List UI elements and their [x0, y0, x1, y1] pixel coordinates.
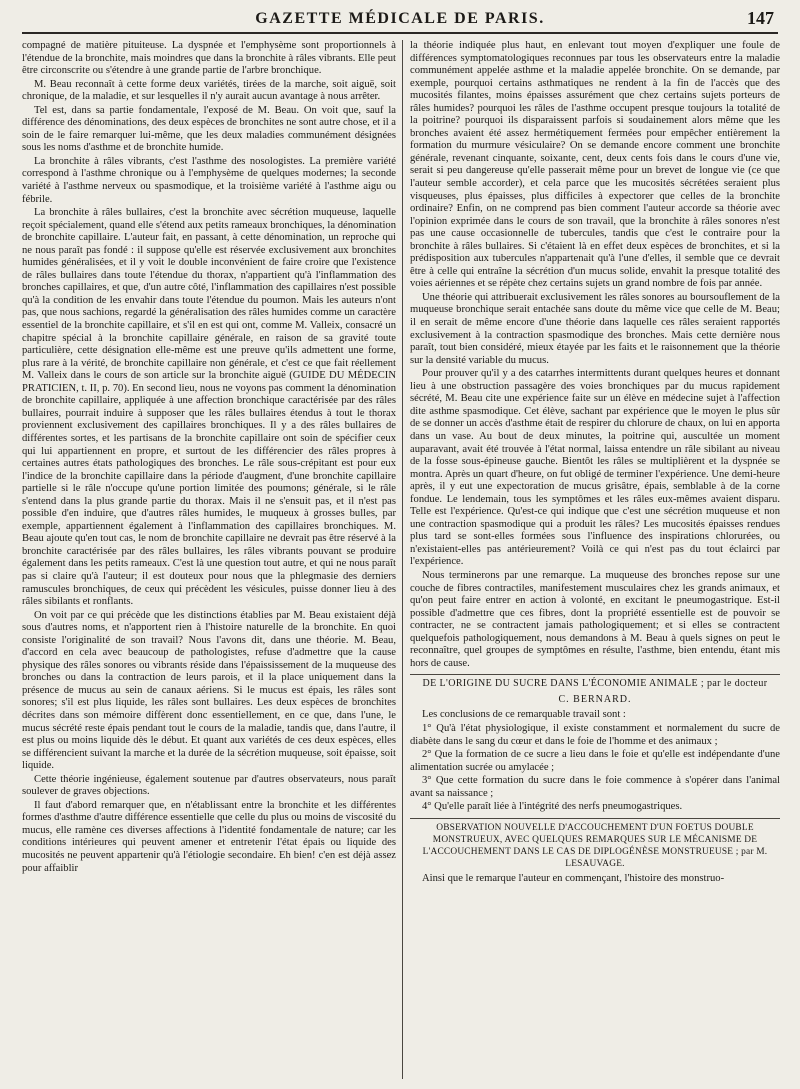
article-heading: DE L'ORIGINE DU SUCRE DANS L'ÉCONOMIE ANIMALE ; par le docteur	[410, 674, 780, 691]
right-column	[410, 40, 780, 1081]
paragraph: La bronchite à râles bullaires, c'est la bronchite avec sécrétion muqueuse, laquelle reçoit spécialement, quand elle s'étend aux petits rameaux bronchiques, la dénomination de bronchite capillaire. L'auteur fait, en passant, à cette dénomination, un reproche qui ne nous paraît pas fondé : il suppose qu'elle est réservée exclusivement aux bronchites humides généralisées, et il y voit le double inconvénient de faire croire que l'existence de râles bullaires dans toute l'étendue du thorax, n'appartient qu'à l'inflammation des bronches capillaires, et que, d'un autre côté, l'inflammation des capillaires n'est possible qu'à la condition de les envahir dans toute l'étendue du poumon. Mais les auteurs n'ont pas, que nous sachions, regardé la généralisation des râles humides comme un caractère essentiel de la bronchite capillaire, et s'il en est qui ont, comme M. Valleix, consacré un chapitre spécial à la bronchite capillaire générale, en raison de sa gravité toute particulière, cette désignation elle-même est une preuve qu'ils admettent une forme, plus rare à la vérité, de bronchite capillaire non générale, et c'est ce que fait réellement M. Valleix dans le cours de son article sur la bronchite aiguë (GUIDE DU MÉDECIN PRATICIEN, t. II, p. 70). En second lieu, nous ne voyons pas comment la dénomination de bronchite capillaire, appliquée à une affection bronchique caractérisée par des râles bullaires, pourrait induire à supposer que les râles bullaires étendus à tout le thorax proviennent exclusivement des capillaires bronchiques. Il y a des râles bullaires de différentes sortes, et les partisans de la bronchite capillaire ont soin de spécifier ceux qui lui appartiennent en propre, et surtout de les différencier des râles propres à certaines autres états pathologiques des bronches. Le râle sous-crépitant est pour eux l'indice de la bronchite capillaire dans la période d'augment, d'une bronchite capillaire partielle si le râle n'occupe qu'une portion limitée des poumons; générale, si le râle s'entend dans la plus grande partie du thorax. Mais il ne s'ensuit pas, et il n'est pas possible d'en induire, que d'autres râles humides, le muqueux à grosses bulles, par exemple, appartiennent également à l'inflammation des capillaires bronchiques. M. Beau ajoute qu'en tout cas, le nom de bronchite capillaire ne devrait pas être réservé à la bronchite caractérisée par des râles bullaires, les râles vibrants pouvant se produire également dans les petits rameaux. C'est là une question tout autre, et qui ne nous paraît pas si claire qu'à l'auteur; il est douteux pour nous que la phlegmasie des derniers ramuscules bronchiques, de ceux qui précèdent les vésicules, puisse donner lieu à des râles sibilants et ronflants.	[22, 207, 396, 608]
page-number: 147	[747, 8, 774, 28]
paragraph: Ainsi que le remarque l'auteur en commençant, l'histoire des monstruo-	[422, 872, 725, 884]
paragraph: Nous terminerons par une remarque. La muqueuse des bronches repose sur une couche de fibres contractiles, manifestement musculaires chez les grands animaux, et qu'on peut faire entrer en action à volonté, en excitant le pneumogastrique. Est-il possible d'admettre que ces fibres, dont la propriété essentielle est de pouvoir se contracter, ne se contractent jamais pathologiquement; et si elles se contractent quelquefois pathologiquement, nous demandons à M. Beau à quels signes on peut le reconnaître, quel groupes de symptômes en résulte, l'asthme, bien entendu, étant mis hors de cause.	[410, 569, 780, 669]
observation-heading: OBSERVATION NOUVELLE D'ACCOUCHEMENT D'UN FOETUS DOUBLE MONSTRUEUX, AVEC QUELQUES REMARQUES SUR LE MÉCANISME DE L'ACCOUCHEMENT DANS LE CAS DE DIPLOGÉNÈSE MONSTRUEUSE ; par M. LESAUVAGE.	[410, 818, 780, 870]
paragraph: Il faut d'abord remarquer que, en n'établissant entre la bronchite et les différentes formes d'asthme d'autre différence essentielle que celle du plus ou moins de viscosité du mucus, elle ramène ces diverses affections à l'identité fondamentale de nature; car les conditions intérieures qui peuvent amener et entretenir l'état épais ou liquide des mucosités ne peuvent appartenir qu'à l'étiologie secondaire. Eh bien! c'en est déjà assez pour affaiblir	[22, 799, 396, 874]
page-header	[22, 6, 778, 34]
conclusion-item: 1° Qu'à l'état physiologique, il existe constamment et normalement du sucre de diabète dans le sang du cœur et dans le foie de l'homme et des animaux ;	[410, 722, 780, 747]
conclusions-intro: Les conclusions de ce remarquable travail sont :	[422, 709, 626, 721]
column-divider	[402, 40, 403, 1079]
conclusion-item: 2° Que la formation de ce sucre a lieu dans le foie et qu'elle est indépendante d'une alimentation sucrée ou amylacée ;	[410, 749, 780, 773]
paragraph: compagné de matière pituiteuse. La dyspnée et l'emphysème sont proportionnels à l'étendue de la bronchite, mais moindres que dans la bronchite à râles vibrants. Elle peut être circonscrite ou s'étendre à une grande partie de l'arbre bronchique.	[22, 40, 396, 77]
conclusion-item: 4° Qu'elle paraît liée à l'intégrité des nerfs pneumogastriques.	[422, 801, 683, 813]
journal-title: GAZETTE MÉDICALE DE PARIS.	[255, 10, 545, 27]
left-column	[22, 40, 396, 1081]
paragraph: Pour prouver qu'il y a des catarrhes intermittents durant quelques heures et donnant lieu à une obstruction passagère des voies bronchiques par du mucus rapidement sécrété, M. Beau cite une expérience faite sur un élève en médecine sujet à l'affection dite asthme spasmodique. Cet élève, sachant par expérience que le moyen le plus sûr de se donner un accès d'asthme était de respirer du chlorure de chaux, on lui en apporta dans un vase. Au bout de deux minutes, la poitrine qui, auscultée un moment auparavant, avait été trouvée à l'état normal, laissa entendre un râle sibilant au niveau de la fosse sous-épineuse gauche. Bientôt les râles se multiplièrent et la dyspnée se montra. Après un quart d'heure, on fut obligé de terminer l'expérience. Une demi-heure après, il y eut une expectoration de mucus grisâtre, épais, semblable à de la corne fondue. Le lendemain, tous les symptômes et les râles eux-mêmes avaient disparu. Telle est l'expérience. Qu'est-ce qui indique que c'est une sécrétion muqueuse et non une contraction spasmodique qui a produit les râles? Les mucosités épaisses rendues plus tard se sont-elles formées sous l'influence des inspirations chlorurées, ou n'existaient-elles pas antérieurement? Voilà ce qui n'est pas du tout éclairci par l'expérience.	[410, 368, 780, 568]
paragraph: La bronchite à râles vibrants, c'est l'asthme des nosologistes. La première variété correspond à l'asthme chronique ou à l'emphysème de quelques modernes; la seconde variété à l'asthme nerveux ou spasmodique, et la troisième variété à l'asthme aigu ou fébrile.	[22, 155, 396, 205]
paragraph: la théorie indiquée plus haut, en enlevant tout moyen d'expliquer une foule de différences symptomatologiques reconnues par tous les observateurs entre la maladie communément appelée asthme et la maladie appelée bronchite. On se demande, par exemple, pourquoi certains asthmatiques ne rendent à la fin de l'accès que des mucosités filantes, moins épaisses assurément que chez certains sujets porteurs de râles humides? pourquoi les râles de l'asthme occupent presque toujours la totalité de la poitrine? pourquoi ils disparaissent parfois si soudainement alors même que les bronches avaient été assez hermétiquement fermées pour empêcher entièrement la formation du murmure vésiculaire? On se demande encore comment une bronchite générale, revenant cinquante, soixante, cent, deux cents fois dans le cours d'une vie, serait si peu dangereuse qu'elle passerait même pour un brevet de longue vie (ce que l'auteur semble accorder), et cela parce que les mucosités sécrétées seraient plus visqueuses, plus épaisses, plus difficiles à expectorer que celles de la bronchite ordinaire? Enfin, on ne comprend pas bien comment l'auteur accorde sa théorie avec l'opinion exprimée dans le cours de son travail, que la bronchite à râles sonores n'est pas une cause occasionnelle de tubercules, tandis que c'est le contraire pour la bronchite à râles bullaires. Si c'étaient là en effet deux espèces de bronchites, et si la prédisposition aux tubercules n'appartenait qu'à l'une d'elles, il semble que ce devrait être à celle qui entraîne la sécrétion d'un mucus solide, envahit la presque totalité des voies aériennes et se répète chez certains sujets un grand nombre de fois par année.	[410, 40, 780, 290]
conclusion-item: 3° Que cette formation du sucre dans le foie commence à s'opérer dans l'animal avant sa naissance ;	[410, 775, 780, 799]
paragraph: Tel est, dans sa partie fondamentale, l'exposé de M. Beau. On voit que, sauf la différence des dénominations, des deux espèces de bronchites ne sont autre chose, et il a soin de le faire remarquer lui-même, que les deux maladies communément désignées sous les noms d'asthme et de bronchite humide.	[22, 104, 396, 154]
paragraph: Une théorie qui attribuerait exclusivement les râles sonores au boursouflement de la muqueuse bronchique serait entachée sans doute du même vice que celle de M. Beau; il en serait de même encore d'une théorie dans laquelle ces râles seraient rapportés exclusivement à la contraction spasmodique des bronches. Mais cette dernière nous paraît, tout bien considéré, mieux étayée par les faits et le raisonnement que la théorie sur la densité variable du mucus.	[410, 291, 780, 366]
paragraph: M. Beau reconnaît à cette forme deux variétés, tirées de la marche, soit aiguë, soit chronique, de la maladie, et sur lesquelles il n'y aurait aucun avantage à nous arrêter.	[22, 78, 396, 103]
paragraph: On voit par ce qui précède que les distinctions établies par M. Beau existaient déjà sous d'autres noms, et n'apportent rien à l'histoire naturelle de la bronchite. En quoi consiste l'originalité de son travail? Nous l'avons dit, dans une théorie. M. Beau, d'accord en cela avec beaucoup de pathologistes, refuse d'admettre que la cause physique des râles sonores ou vibrants réside dans l'épaississement de la muqueuse des bronches ou dans la contraction de leurs parois, et il la place uniquement dans la présence de mucus au sein de canaux aériens. Si le mucus est épais, les râles sont sonores; s'il est plus liquide, les râles sont bullaires. Les deux espèces de bronchites décrites dans son mémoire diffèrent donc essentiellement, en ce que, dans l'une, le mucus sécrété reste épais pendant tout le cours de la maladie, tandis que, dans l'autre, il est plus ou moins liquide dès le début. Et quant aux variétés de ces deux espèces, elles se différencient suivant la marche et la durée de la sécrétion muqueuse, soit épaisse, soit liquide.	[22, 609, 396, 772]
paragraph: Cette théorie ingénieuse, également soutenue par d'autres observateurs, nous paraît soulever de graves objections.	[22, 773, 396, 798]
article-author: C. BERNARD.	[558, 693, 632, 705]
